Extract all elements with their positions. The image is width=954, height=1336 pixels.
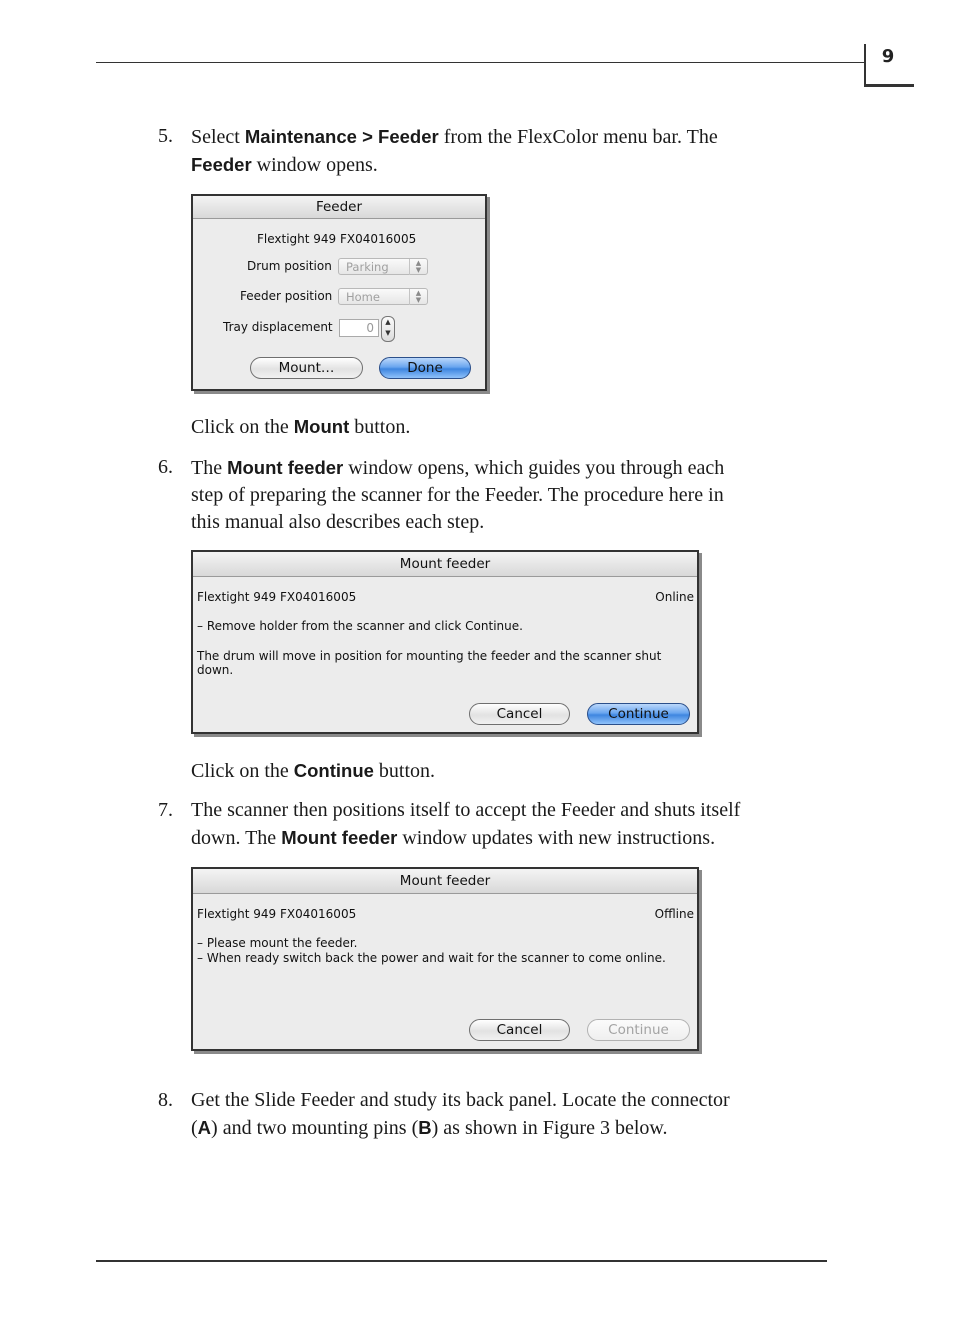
footer-rule xyxy=(96,1260,827,1262)
step-5-number: 5. xyxy=(158,125,173,147)
mount-feeder-title: Mount feeder xyxy=(193,552,697,577)
done-button[interactable]: Done xyxy=(379,357,471,379)
tray-displacement-label: Tray displacement xyxy=(223,320,333,334)
stepper-down-icon[interactable]: ▼ xyxy=(385,329,391,337)
header-rule xyxy=(96,62,866,63)
feeder-position-label: Feeder position xyxy=(240,289,333,303)
step-6-number: 6. xyxy=(158,456,173,478)
feeder-device-name: Flextight 949 FX04016005 xyxy=(257,232,417,246)
mount-feeder-dialog-online xyxy=(191,550,699,734)
drum-position-value: Parking xyxy=(346,260,389,274)
step-8-text: Get the Slide Feeder and study its back panel. Locate the connector (A) and two mounting pins (B) as shown in Figure 3 below. xyxy=(191,1089,730,1139)
step-7-text: The scanner then positions itself to accept the Feeder and shuts itself down. The Mount feeder window updates with new instructions. xyxy=(191,799,741,849)
page-number: 9 xyxy=(881,46,895,67)
drum-position-popup[interactable] xyxy=(338,258,428,275)
scanner-status: Offline xyxy=(654,907,694,921)
updown-arrows-icon: ▲ ▼ xyxy=(409,289,427,305)
feeder-position-value: Home xyxy=(346,290,380,304)
step-5-text: Select Maintenance > Feeder from the FlexColor menu bar. The Feeder window opens. xyxy=(191,126,718,176)
mount-note-line2: down. xyxy=(197,663,234,677)
feeder-dialog xyxy=(191,194,487,391)
step-7-number: 7. xyxy=(158,799,173,821)
mount-feeder-dialog-offline xyxy=(191,867,699,1051)
mount-instruction-1: – Please mount the feeder. xyxy=(197,936,358,950)
cancel-button[interactable]: Cancel xyxy=(469,1019,570,1041)
stepper-up-icon[interactable]: ▲ xyxy=(385,318,391,326)
step-8-number: 8. xyxy=(158,1089,173,1111)
cancel-button[interactable]: Cancel xyxy=(469,703,570,725)
tray-stepper[interactable] xyxy=(381,316,395,342)
step-6-text: The Mount feeder window opens, which guides you through each step of preparing the scanner for the Feeder. The procedure here in this manual also describes each step. xyxy=(191,457,725,533)
mount-note-line1: The drum will move in position for mounting the feeder and the scanner shut xyxy=(197,649,662,663)
updown-arrows-icon: ▲ ▼ xyxy=(409,259,427,275)
tray-displacement-field[interactable]: 0 xyxy=(339,319,379,337)
mount-feeder-title: Mount feeder xyxy=(193,869,697,894)
feeder-position-popup[interactable] xyxy=(338,288,428,305)
mount-device-name: Flextight 949 FX04016005 xyxy=(197,907,357,921)
mount-instruction-2: – When ready switch back the power and wait for the scanner to come online. xyxy=(197,951,666,965)
step-6-followup: Click on the Continue button. xyxy=(191,760,436,782)
continue-button-disabled[interactable]: Continue xyxy=(587,1019,690,1041)
mount-instruction: – Remove holder from the scanner and click Continue. xyxy=(197,619,523,633)
mount-button[interactable]: Mount… xyxy=(250,357,363,379)
step-5-followup: Click on the Mount button. xyxy=(191,416,411,438)
drum-position-label: Drum position xyxy=(247,259,332,273)
mount-device-name: Flextight 949 FX04016005 xyxy=(197,590,357,604)
continue-button[interactable]: Continue xyxy=(587,703,690,725)
scanner-status: Online xyxy=(655,590,694,604)
feeder-dialog-title: Feeder xyxy=(193,196,485,219)
